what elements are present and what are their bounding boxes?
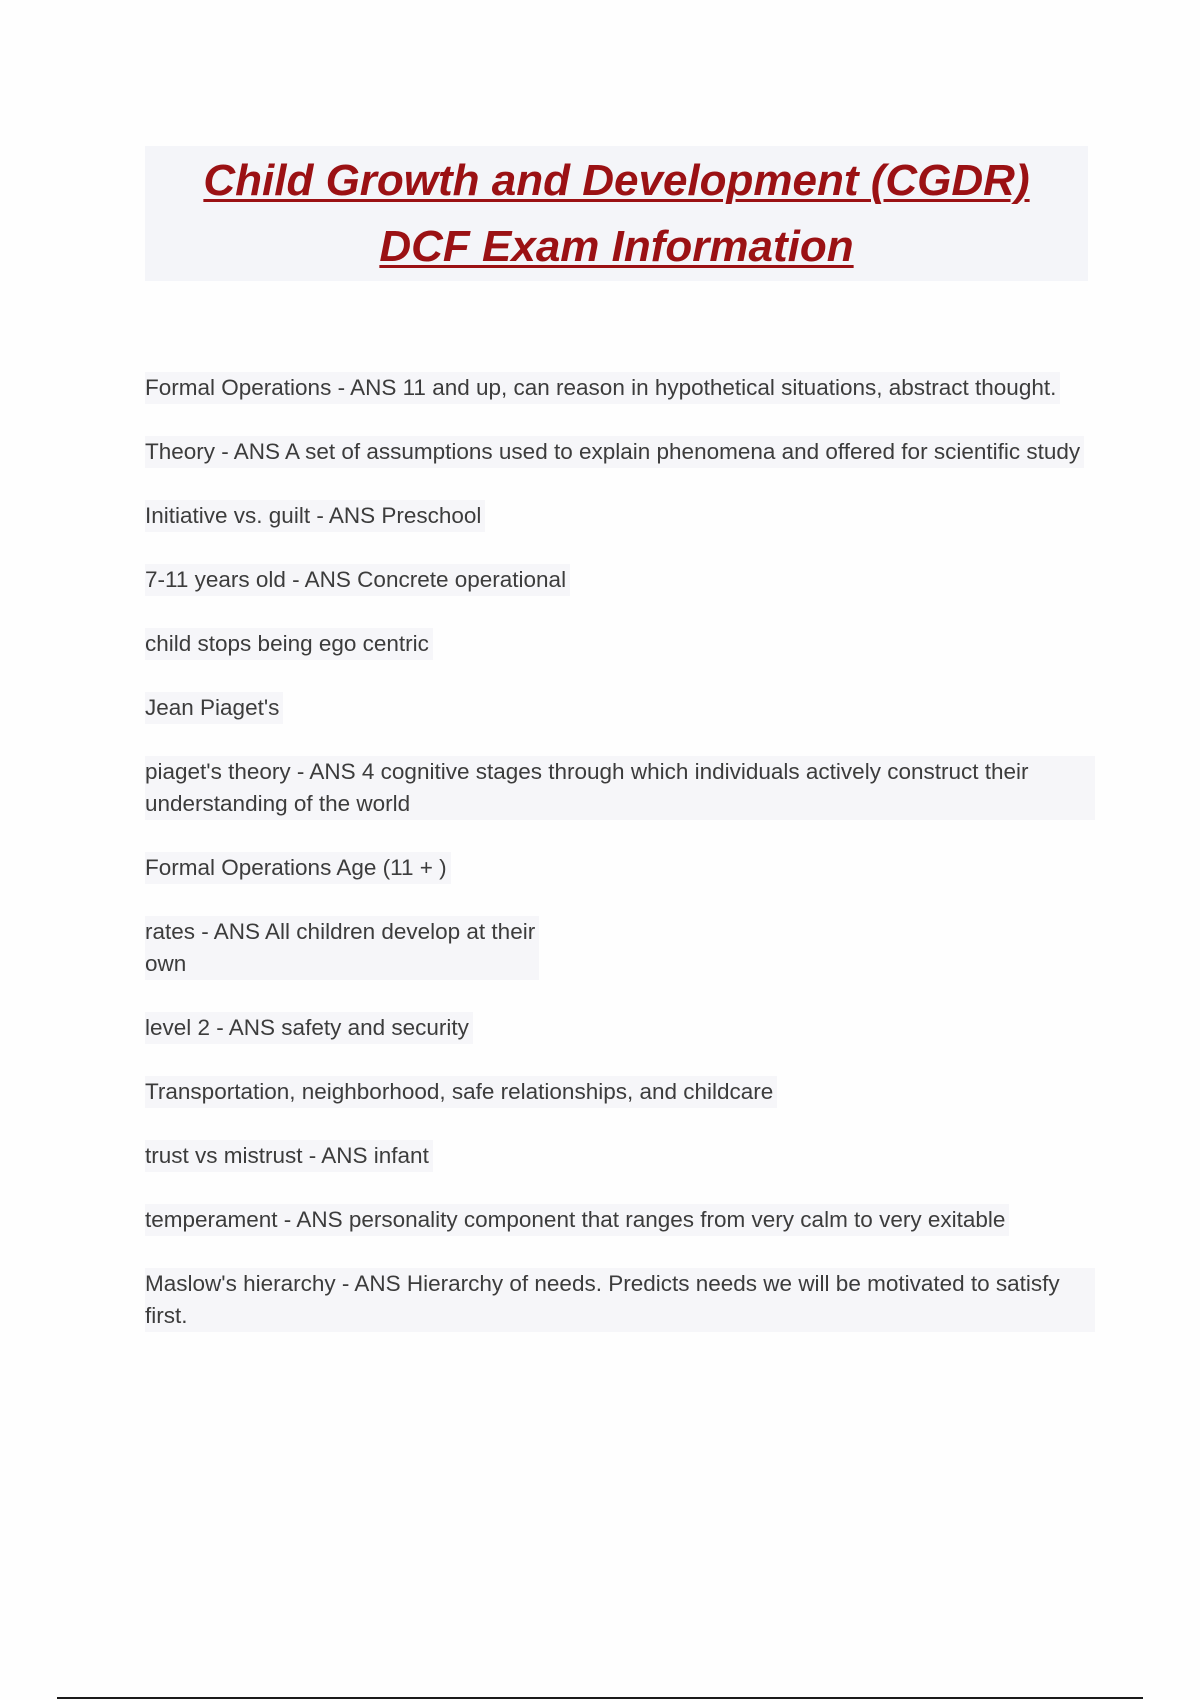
qa-list bbox=[145, 372, 1095, 1364]
qa-item: child stops being ego centric bbox=[145, 628, 433, 660]
document-title-line-2: DCF Exam Information bbox=[379, 222, 854, 271]
title-block bbox=[145, 146, 1088, 281]
qa-item: Formal Operations Age (11 + ) bbox=[145, 852, 451, 884]
qa-item: Maslow's hierarchy - ANS Hierarchy of needs. Predicts needs we will be motivated to satisfy first. bbox=[145, 1268, 1095, 1332]
qa-item: Formal Operations - ANS 11 and up, can reason in hypothetical situations, abstract thought. bbox=[145, 372, 1060, 404]
qa-item: trust vs mistrust - ANS infant bbox=[145, 1140, 433, 1172]
qa-item: 7-11 years old - ANS Concrete operational bbox=[145, 564, 570, 596]
qa-item: Initiative vs. guilt - ANS Preschool bbox=[145, 500, 485, 532]
qa-item: Transportation, neighborhood, safe relationships, and childcare bbox=[145, 1076, 777, 1108]
document-title-line-1: Child Growth and Development (CGDR) bbox=[203, 156, 1030, 205]
qa-item: Theory - ANS A set of assumptions used to explain phenomena and offered for scientific study bbox=[145, 436, 1084, 468]
qa-item: temperament - ANS personality component that ranges from very calm to very exitable bbox=[145, 1204, 1009, 1236]
footer-divider bbox=[57, 1697, 1143, 1699]
qa-item: Jean Piaget's bbox=[145, 692, 283, 724]
qa-item: rates - ANS All children develop at their own bbox=[145, 916, 539, 980]
qa-item: level 2 - ANS safety and security bbox=[145, 1012, 473, 1044]
qa-item: piaget's theory - ANS 4 cognitive stages through which individuals actively construct their understanding of the world bbox=[145, 756, 1095, 820]
